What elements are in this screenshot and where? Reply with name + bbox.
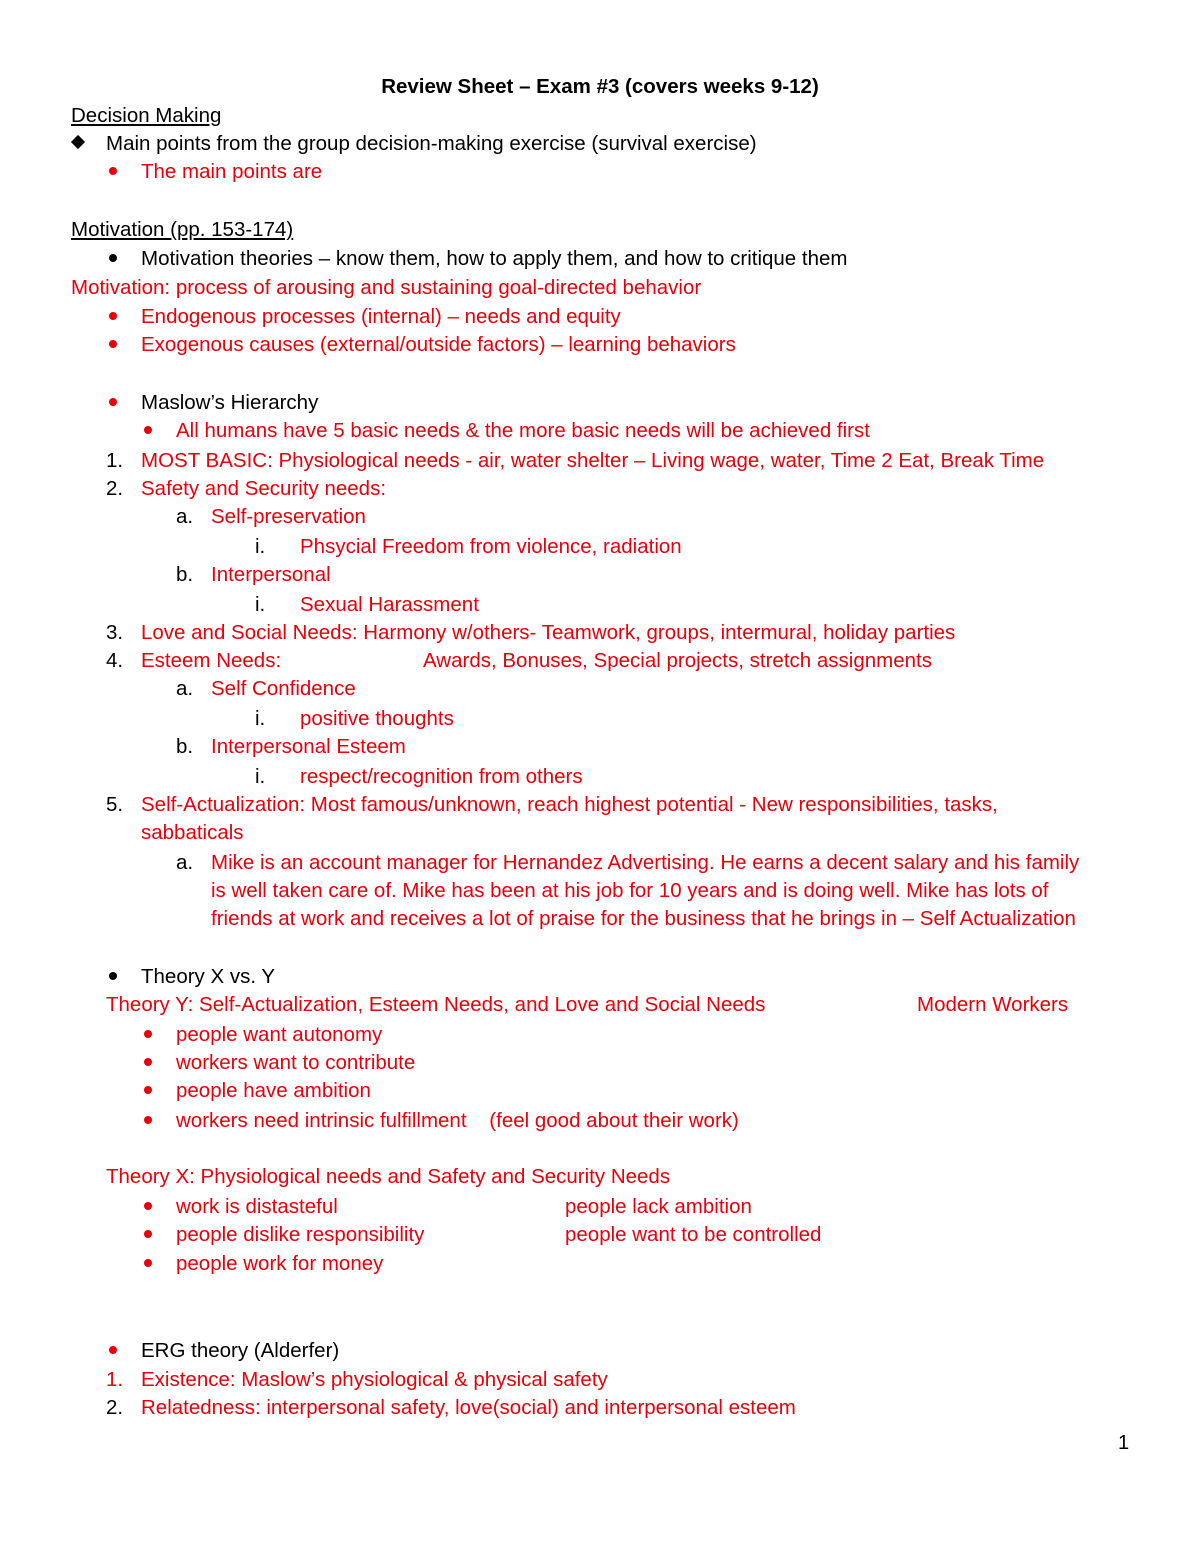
theory-y-label: Theory Y: Self-Actualization, Esteem Needs, and Love and Social Needs xyxy=(106,993,766,1016)
maslow-need-4b: Interpersonal Esteem xyxy=(211,735,406,758)
maslow-need-2a-i: Phsycial Freedom from violence, radiation xyxy=(300,535,682,558)
decision-subpoint: The main points are xyxy=(141,160,323,183)
maslow-heading: Maslow’s Hierarchy xyxy=(141,391,319,414)
page-title: Review Sheet – Exam #3 (covers weeks 9-12) xyxy=(381,75,819,98)
theory-y-item: workers need intrinsic fulfillment (feel good about their work) xyxy=(176,1109,739,1132)
theory-x-item: people dislike responsibility xyxy=(176,1223,425,1246)
bullet-icon xyxy=(109,1346,117,1354)
bullet-icon xyxy=(144,1259,152,1267)
exogenous-causes: Exogenous causes (external/outside factors) – learning behaviors xyxy=(141,333,736,356)
maslow-need-2a: Self-preservation xyxy=(211,505,366,528)
bullet-icon xyxy=(144,1030,152,1038)
endogenous-processes: Endogenous processes (internal) – needs and equity xyxy=(141,305,621,328)
maslow-need-5-line-2: sabbaticals xyxy=(141,821,244,844)
theory-y-modern-workers: Modern Workers xyxy=(917,993,1069,1016)
list-roman: i. xyxy=(255,593,266,616)
theory-y-item: people want autonomy xyxy=(176,1023,383,1046)
list-letter: a. xyxy=(176,677,194,700)
maslow-need-4: Esteem Needs: xyxy=(141,649,282,672)
bullet-icon xyxy=(109,972,117,980)
list-number: 2. xyxy=(106,477,124,500)
maslow-need-5-line-1: Self-Actualization: Most famous/unknown, reach highest potential - New responsibilities, tasks, xyxy=(141,793,998,816)
bullet-icon xyxy=(109,398,117,406)
diamond-bullet-icon xyxy=(71,135,85,149)
list-roman: i. xyxy=(255,707,266,730)
bullet-icon xyxy=(109,312,117,320)
page-number: 1 xyxy=(1118,1432,1130,1454)
bullet-icon xyxy=(109,340,117,348)
maslow-need-2b-i: Sexual Harassment xyxy=(300,593,479,616)
maslow-need-4-examples: Awards, Bonuses, Special projects, stretch assignments xyxy=(423,649,932,672)
motivation-definition: Motivation: process of arousing and sustaining goal-directed behavior xyxy=(71,276,702,299)
maslow-need-2b: Interpersonal xyxy=(211,563,331,586)
section-heading-motivation: Motivation (pp. 153-174) xyxy=(71,218,294,241)
maslow-example-line-2: is well taken care of. Mike has been at his job for 10 years and is doing well. Mike has lots of xyxy=(211,879,1049,902)
list-roman: i. xyxy=(255,765,266,788)
bullet-icon xyxy=(109,254,117,262)
maslow-need-4a-i: positive thoughts xyxy=(300,707,454,730)
list-number: 4. xyxy=(106,649,124,672)
maslow-summary: All humans have 5 basic needs & the more basic needs will be achieved first xyxy=(176,419,870,442)
maslow-need-4a: Self Confidence xyxy=(211,677,356,700)
list-number: 5. xyxy=(106,793,124,816)
list-letter: b. xyxy=(176,563,194,586)
list-letter: b. xyxy=(176,735,194,758)
list-number: 2. xyxy=(106,1396,124,1419)
theory-x-item-right: people lack ambition xyxy=(565,1195,752,1218)
list-roman: i. xyxy=(255,535,266,558)
list-number: 3. xyxy=(106,621,124,644)
bullet-icon xyxy=(144,1086,152,1094)
erg-heading: ERG theory (Alderfer) xyxy=(141,1339,340,1362)
maslow-need-4b-i: respect/recognition from others xyxy=(300,765,583,788)
theory-x-item-right: people want to be controlled xyxy=(565,1223,822,1246)
maslow-need-3: Love and Social Needs: Harmony w/others- Teamwork, groups, intermural, holiday parties xyxy=(141,621,956,644)
theory-x-item: people work for money xyxy=(176,1252,384,1275)
list-number: 1. xyxy=(106,449,124,472)
maslow-need-2: Safety and Security needs: xyxy=(141,477,387,500)
theory-xy-heading: Theory X vs. Y xyxy=(141,965,276,988)
bullet-icon xyxy=(109,167,117,175)
bullet-icon xyxy=(144,1058,152,1066)
erg-existence: Existence: Maslow’s physiological & physical safety xyxy=(141,1368,608,1391)
list-letter: a. xyxy=(176,505,194,528)
bullet-icon xyxy=(144,1202,152,1210)
maslow-need-1: MOST BASIC: Physiological needs - air, water shelter – Living wage, water, Time 2 Eat, Break Time xyxy=(141,449,1045,472)
bullet-icon xyxy=(144,1230,152,1238)
maslow-example-line-1: Mike is an account manager for Hernandez Advertising. He earns a decent salary and his family xyxy=(211,851,1080,874)
maslow-example-line-3: friends at work and receives a lot of praise for the business that he brings in – Self Actualization xyxy=(211,907,1076,930)
theory-x-label: Theory X: Physiological needs and Safety and Security Needs xyxy=(106,1165,671,1188)
motivation-theories: Motivation theories – know them, how to apply them, and how to critique them xyxy=(141,247,848,270)
theory-y-item: people have ambition xyxy=(176,1079,371,1102)
bullet-icon xyxy=(144,1116,152,1124)
decision-point: Main points from the group decision-making exercise (survival exercise) xyxy=(106,132,757,155)
theory-x-item: work is distasteful xyxy=(176,1195,338,1218)
theory-y-item: workers want to contribute xyxy=(176,1051,416,1074)
section-heading-decision-making: Decision Making xyxy=(71,104,222,127)
bullet-icon xyxy=(144,426,152,434)
list-number: 1. xyxy=(106,1368,124,1391)
erg-relatedness: Relatedness: interpersonal safety, love(social) and interpersonal esteem xyxy=(141,1396,796,1419)
list-letter: a. xyxy=(176,851,194,874)
